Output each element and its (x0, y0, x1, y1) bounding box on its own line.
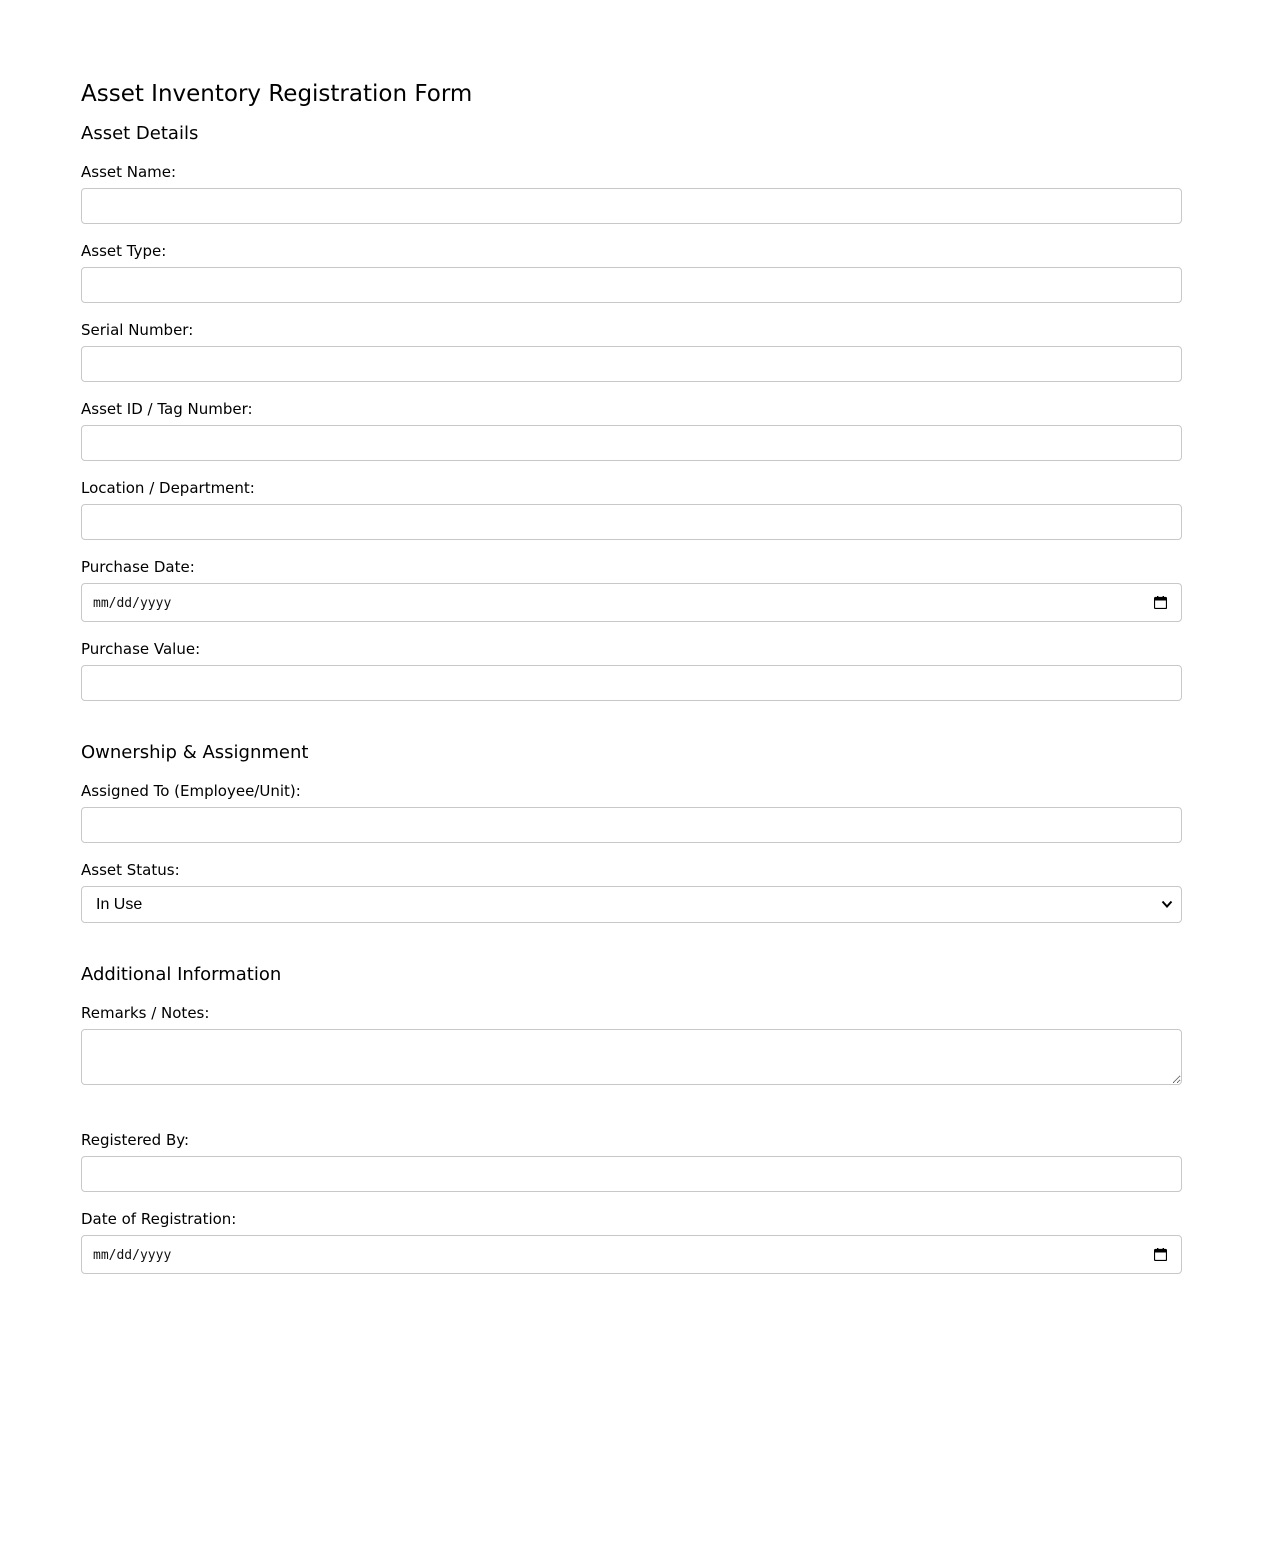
location-label: Location / Department: (81, 479, 255, 497)
spacer (81, 1085, 1182, 1115)
section-heading-additional: Additional Information (81, 964, 282, 985)
registered-by-input[interactable] (81, 1156, 1182, 1192)
asset-name-label: Asset Name: (81, 163, 177, 181)
assigned-to-label: Assigned To (Employee/Unit): (81, 782, 301, 800)
section-heading-ownership: Ownership & Assignment (81, 742, 309, 763)
purchase-date-placeholder: mm/dd/yyyy (93, 596, 172, 611)
asset-status-label: Asset Status: (81, 861, 180, 879)
purchase-value-label: Purchase Value: (81, 640, 201, 658)
purchase-date-label: Purchase Date: (81, 558, 195, 576)
location-input[interactable] (81, 504, 1182, 540)
date-of-registration-placeholder: mm/dd/yyyy (93, 1248, 172, 1263)
section-heading-asset-details: Asset Details (81, 123, 199, 144)
asset-status-select[interactable] (81, 886, 1182, 923)
calendar-icon[interactable] (1154, 1248, 1167, 1261)
page-title: Asset Inventory Registration Form (81, 81, 473, 107)
calendar-icon[interactable] (1154, 596, 1167, 609)
asset-id-input[interactable] (81, 425, 1182, 461)
asset-id-label: Asset ID / Tag Number: (81, 400, 253, 418)
purchase-value-input[interactable] (81, 665, 1182, 701)
asset-status-select-wrapper (81, 886, 1182, 923)
date-of-registration-label: Date of Registration: (81, 1210, 237, 1228)
registered-by-label: Registered By: (81, 1131, 190, 1149)
asset-type-input[interactable] (81, 267, 1182, 303)
asset-type-label: Asset Type: (81, 242, 167, 260)
asset-name-input[interactable] (81, 188, 1182, 224)
remarks-label: Remarks / Notes: (81, 1004, 210, 1022)
purchase-date-input[interactable] (81, 583, 1182, 622)
remarks-textarea[interactable] (81, 1029, 1182, 1085)
serial-number-input[interactable] (81, 346, 1182, 382)
assigned-to-input[interactable] (81, 807, 1182, 843)
date-of-registration-input[interactable] (81, 1235, 1182, 1274)
serial-number-label: Serial Number: (81, 321, 194, 339)
